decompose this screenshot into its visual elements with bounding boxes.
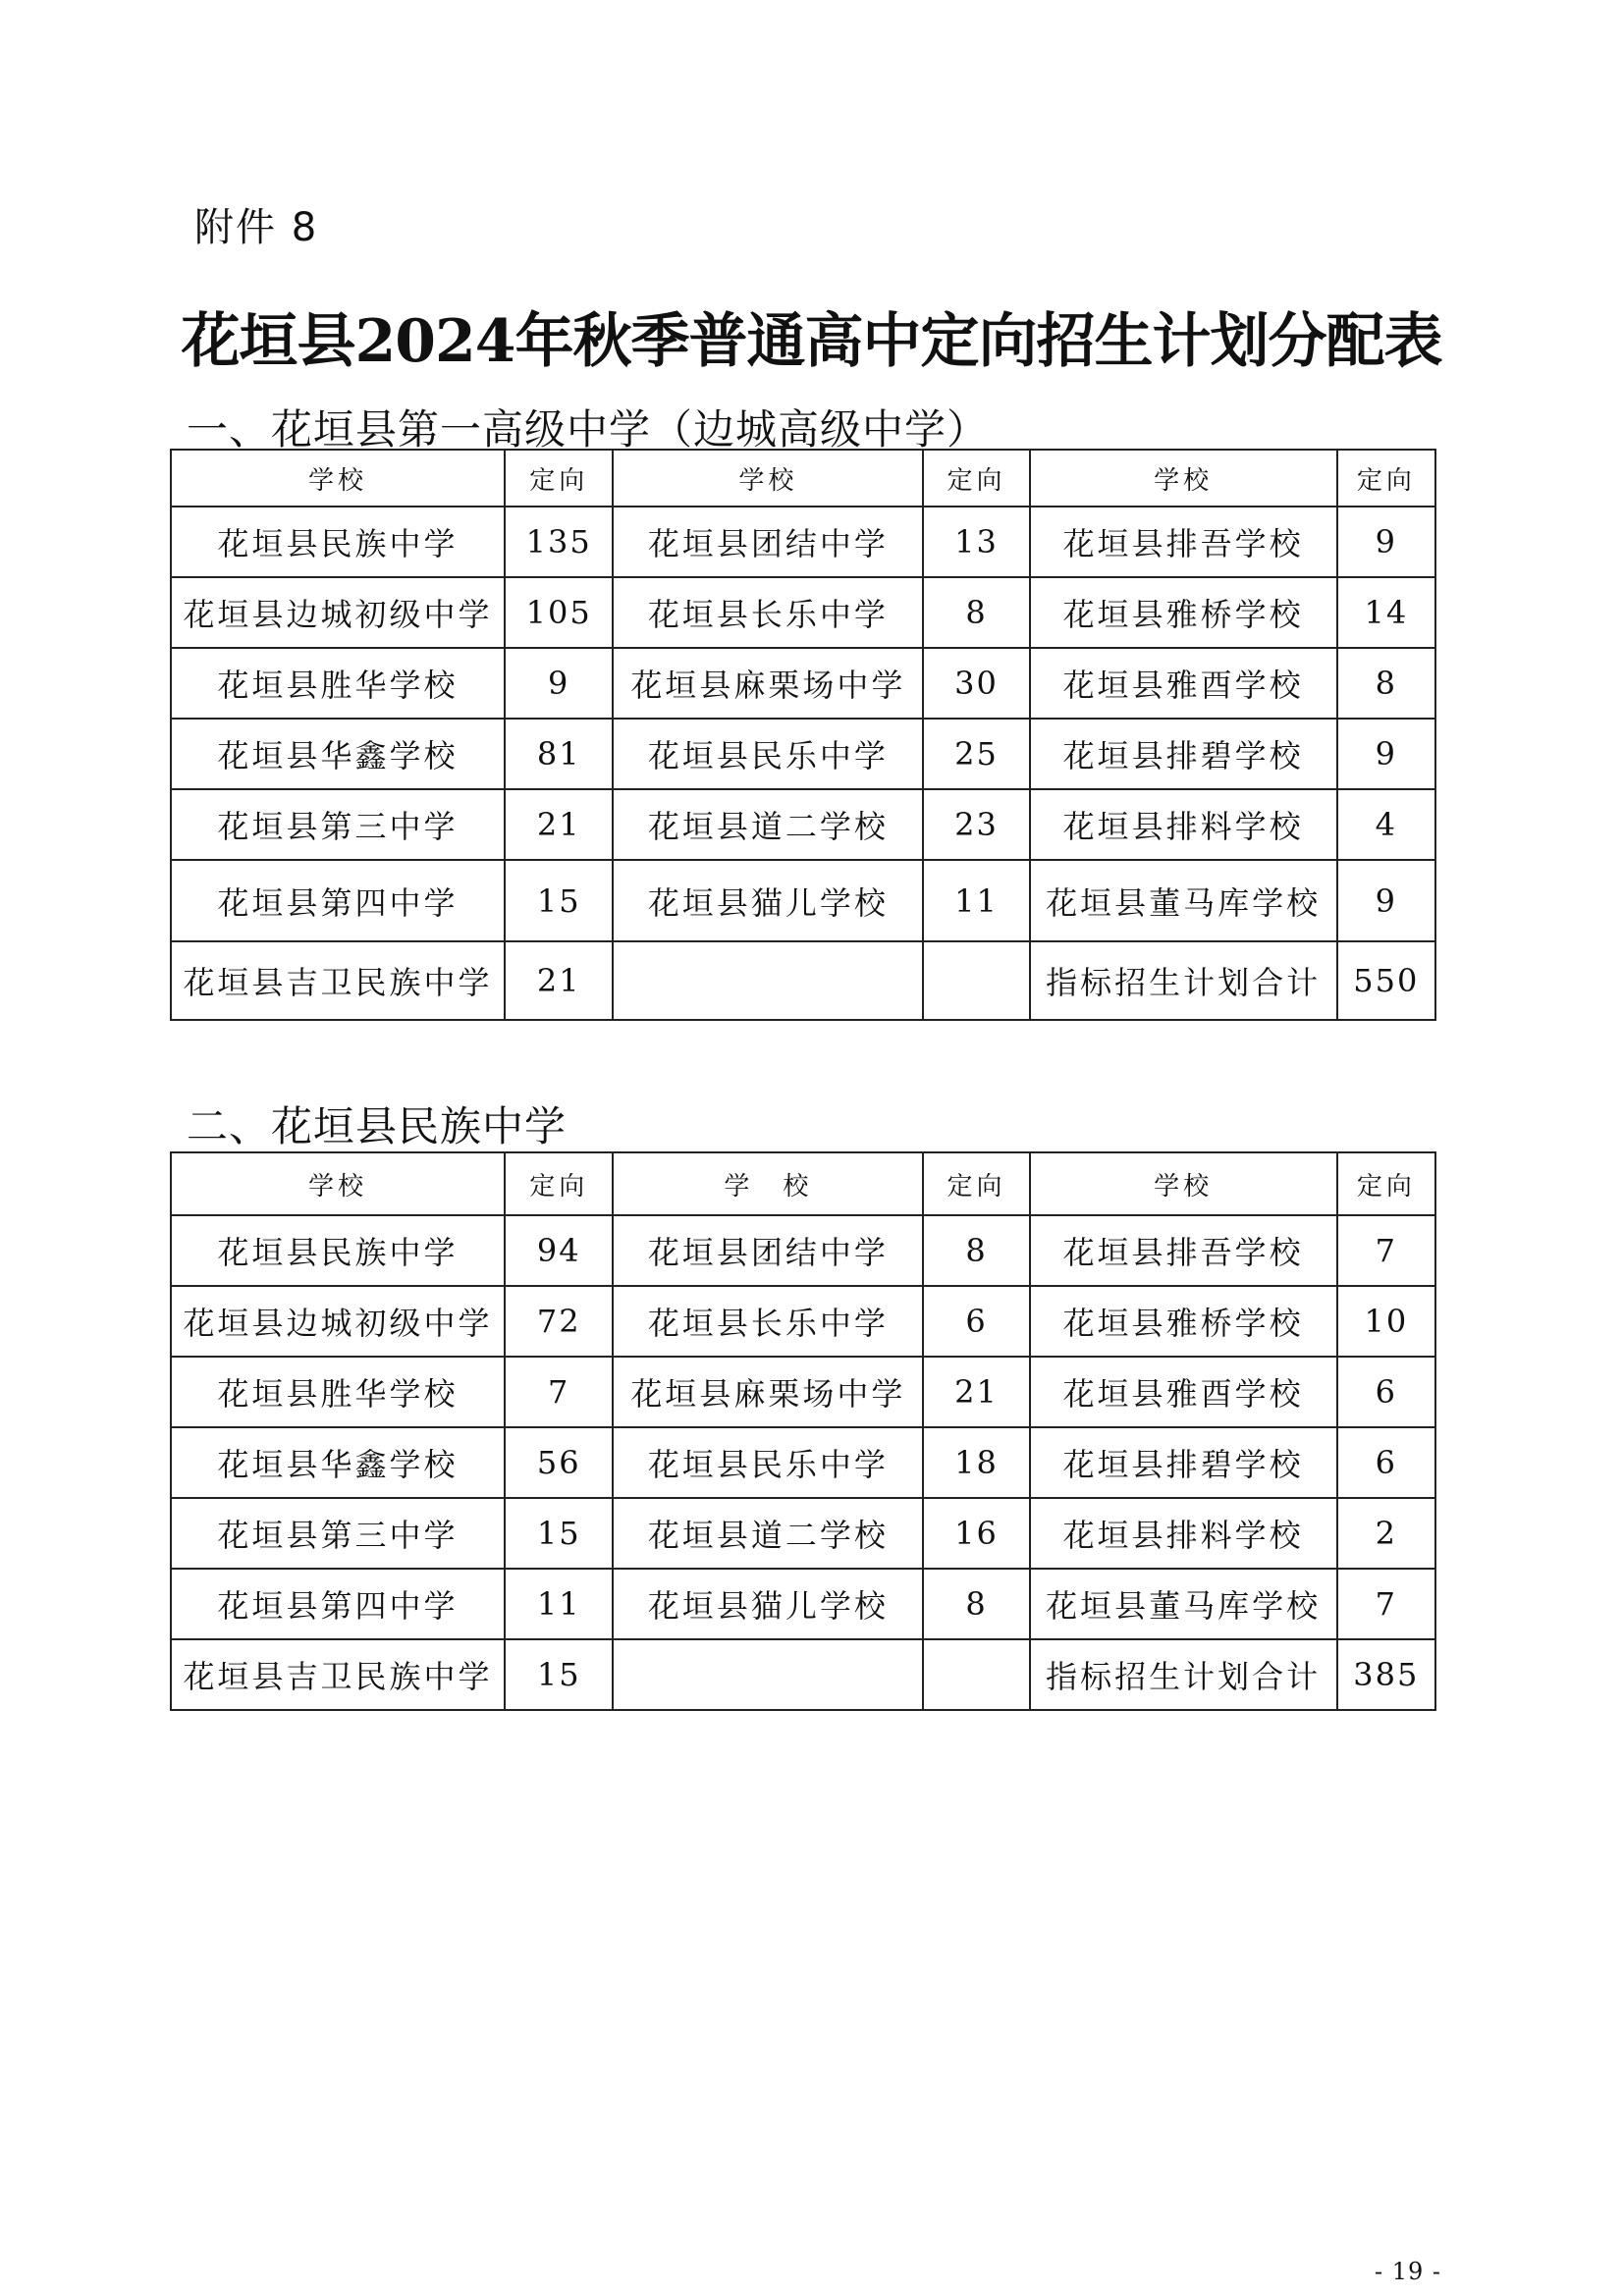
quota-value: 11 xyxy=(505,1569,613,1639)
empty-cell xyxy=(923,1639,1029,1710)
school-name: 花垣县道二学校 xyxy=(613,789,923,860)
school-name: 花垣县排料学校 xyxy=(1030,789,1337,860)
table-row xyxy=(171,507,1435,577)
school-name: 花垣县猫儿学校 xyxy=(613,1569,923,1639)
school-name: 花垣县猫儿学校 xyxy=(613,860,923,941)
table-row xyxy=(171,577,1435,648)
school-name: 花垣县华鑫学校 xyxy=(171,1427,505,1498)
quota-value: 135 xyxy=(505,507,613,577)
quota-value: 9 xyxy=(1337,860,1435,941)
quota-value: 4 xyxy=(1337,789,1435,860)
quota-value: 2 xyxy=(1337,1498,1435,1569)
school-name: 花垣县民族中学 xyxy=(171,1215,505,1286)
quota-value: 15 xyxy=(505,1639,613,1710)
school-name: 花垣县排碧学校 xyxy=(1030,719,1337,789)
school-name: 花垣县排料学校 xyxy=(1030,1498,1337,1569)
school-name: 花垣县雅桥学校 xyxy=(1030,1286,1337,1357)
school-name: 花垣县胜华学校 xyxy=(171,1357,505,1427)
school-name: 花垣县雅酉学校 xyxy=(1030,1357,1337,1427)
total-label: 指标招生计划合计 xyxy=(1030,941,1337,1020)
quota-value: 15 xyxy=(505,860,613,941)
quota-value: 8 xyxy=(923,1569,1029,1639)
school-name: 花垣县第三中学 xyxy=(171,1498,505,1569)
school-name: 花垣县胜华学校 xyxy=(171,648,505,719)
header-school: 学校 xyxy=(171,450,505,507)
school-name: 花垣县第四中学 xyxy=(171,860,505,941)
quota-value: 9 xyxy=(505,648,613,719)
quota-value: 6 xyxy=(1337,1357,1435,1427)
quota-value: 13 xyxy=(923,507,1029,577)
document-title: 花垣县2024年秋季普通高中定向招生计划分配表 xyxy=(181,307,1442,376)
quota-value: 72 xyxy=(505,1286,613,1357)
section-2-heading: 二、花垣县民族中学 xyxy=(187,1102,568,1150)
quota-value: 8 xyxy=(923,1215,1029,1286)
table-row xyxy=(171,1427,1435,1498)
table-row xyxy=(171,1215,1435,1286)
quota-value: 25 xyxy=(923,719,1029,789)
quota-value: 8 xyxy=(923,577,1029,648)
quota-value: 21 xyxy=(505,941,613,1020)
table-header-row xyxy=(171,1152,1435,1215)
school-name: 花垣县道二学校 xyxy=(613,1498,923,1569)
total-label: 指标招生计划合计 xyxy=(1030,1639,1337,1710)
quota-value: 15 xyxy=(505,1498,613,1569)
school-name: 花垣县团结中学 xyxy=(613,1215,923,1286)
school-name: 花垣县第四中学 xyxy=(171,1569,505,1639)
attachment-label: 附件 8 xyxy=(194,205,319,250)
table-row xyxy=(171,789,1435,860)
table-row xyxy=(171,1498,1435,1569)
school-name: 花垣县民乐中学 xyxy=(613,719,923,789)
quota-value: 10 xyxy=(1337,1286,1435,1357)
quota-value: 14 xyxy=(1337,577,1435,648)
quota-value: 30 xyxy=(923,648,1029,719)
school-name: 花垣县团结中学 xyxy=(613,507,923,577)
quota-value: 8 xyxy=(1337,648,1435,719)
table-row xyxy=(171,648,1435,719)
table-row xyxy=(171,860,1435,941)
allocation-table-2 xyxy=(170,1151,1436,1711)
quota-value: 7 xyxy=(1337,1215,1435,1286)
quota-value: 7 xyxy=(1337,1569,1435,1639)
empty-cell xyxy=(923,941,1029,1020)
school-name: 花垣县麻栗场中学 xyxy=(613,648,923,719)
table-header-row xyxy=(171,450,1435,507)
school-name: 花垣县董马库学校 xyxy=(1030,860,1337,941)
quota-value: 9 xyxy=(1337,507,1435,577)
school-name: 花垣县雅桥学校 xyxy=(1030,577,1337,648)
quota-value: 56 xyxy=(505,1427,613,1498)
quota-value: 81 xyxy=(505,719,613,789)
quota-value: 6 xyxy=(1337,1427,1435,1498)
header-school: 学 校 xyxy=(613,1152,923,1215)
quota-value: 21 xyxy=(505,789,613,860)
header-school: 学校 xyxy=(171,1152,505,1215)
header-quota: 定向 xyxy=(923,1152,1029,1215)
section-1-heading: 一、花垣县第一高级中学（边城高级中学） xyxy=(187,405,990,454)
school-name: 花垣县第三中学 xyxy=(171,789,505,860)
table-row xyxy=(171,1286,1435,1357)
school-name: 花垣县排吾学校 xyxy=(1030,1215,1337,1286)
quota-value: 105 xyxy=(505,577,613,648)
school-name: 花垣县华鑫学校 xyxy=(171,719,505,789)
empty-cell xyxy=(613,1639,923,1710)
school-name: 花垣县边城初级中学 xyxy=(171,577,505,648)
header-quota: 定向 xyxy=(1337,450,1435,507)
table-row xyxy=(171,941,1435,1020)
table-row xyxy=(171,719,1435,789)
school-name: 花垣县麻栗场中学 xyxy=(613,1357,923,1427)
school-name: 花垣县民乐中学 xyxy=(613,1427,923,1498)
quota-value: 9 xyxy=(1337,719,1435,789)
quota-value: 23 xyxy=(923,789,1029,860)
school-name: 花垣县长乐中学 xyxy=(613,1286,923,1357)
table-row xyxy=(171,1569,1435,1639)
school-name: 花垣县雅酉学校 xyxy=(1030,648,1337,719)
school-name: 花垣县排碧学校 xyxy=(1030,1427,1337,1498)
header-quota: 定向 xyxy=(505,450,613,507)
empty-cell xyxy=(613,941,923,1020)
table-row xyxy=(171,1357,1435,1427)
quota-value: 7 xyxy=(505,1357,613,1427)
header-quota: 定向 xyxy=(505,1152,613,1215)
school-name: 花垣县董马库学校 xyxy=(1030,1569,1337,1639)
page-number: - 19 - xyxy=(1375,2258,1442,2285)
school-name: 花垣县民族中学 xyxy=(171,507,505,577)
header-quota: 定向 xyxy=(1337,1152,1435,1215)
header-quota: 定向 xyxy=(923,450,1029,507)
total-value: 385 xyxy=(1337,1639,1435,1710)
quota-value: 16 xyxy=(923,1498,1029,1569)
header-school: 学校 xyxy=(1030,450,1337,507)
quota-value: 11 xyxy=(923,860,1029,941)
school-name: 花垣县边城初级中学 xyxy=(171,1286,505,1357)
table-row xyxy=(171,1639,1435,1710)
school-name: 花垣县吉卫民族中学 xyxy=(171,1639,505,1710)
quota-value: 94 xyxy=(505,1215,613,1286)
quota-value: 18 xyxy=(923,1427,1029,1498)
quota-value: 6 xyxy=(923,1286,1029,1357)
school-name: 花垣县长乐中学 xyxy=(613,577,923,648)
header-school: 学校 xyxy=(613,450,923,507)
school-name: 花垣县排吾学校 xyxy=(1030,507,1337,577)
school-name: 花垣县吉卫民族中学 xyxy=(171,941,505,1020)
allocation-table-1 xyxy=(170,449,1436,1021)
total-value: 550 xyxy=(1337,941,1435,1020)
quota-value: 21 xyxy=(923,1357,1029,1427)
header-school: 学校 xyxy=(1030,1152,1337,1215)
